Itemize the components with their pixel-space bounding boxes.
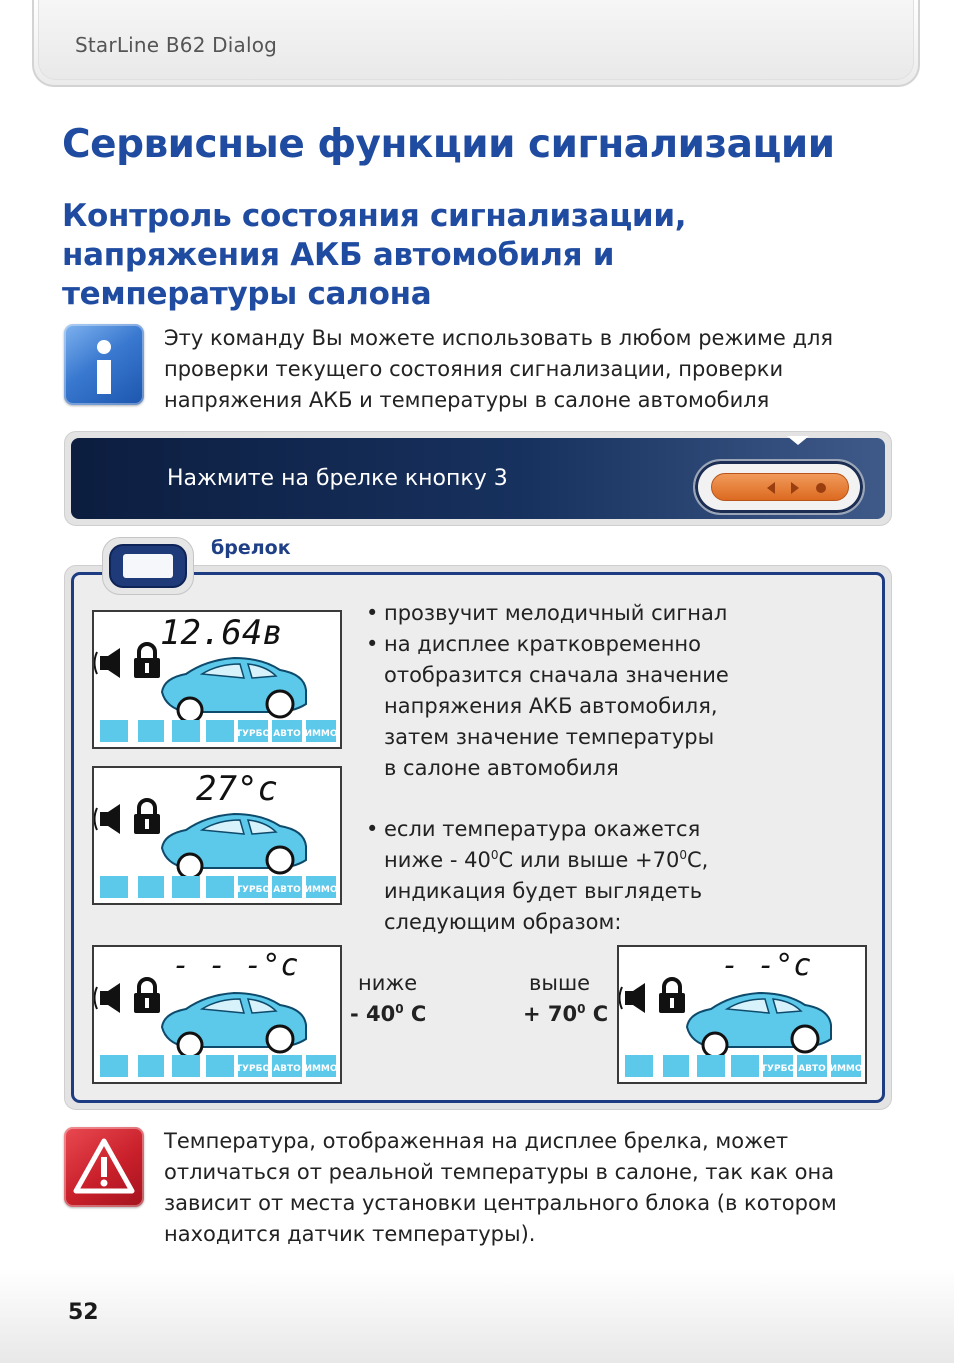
lcd-turbo-label: ТУРБО bbox=[760, 1064, 796, 1074]
lcd-screen-below-40 bbox=[92, 945, 342, 1084]
lcd-auto-label: АВТО bbox=[273, 885, 301, 895]
command-panel-inner bbox=[71, 438, 885, 519]
lcd-immo-label: ИММО bbox=[304, 885, 338, 895]
bullet-list bbox=[366, 598, 836, 938]
remote-fob-icon bbox=[102, 537, 194, 595]
bullet-line: ниже - $40^0С$ или выше $+70^0С$, bbox=[384, 848, 709, 872]
car-icon bbox=[162, 814, 306, 878]
header-inner bbox=[38, 0, 914, 80]
intro-line: напряжения АКБ и температуры в салоне автомобиля bbox=[164, 388, 770, 412]
footer-bar bbox=[0, 1268, 954, 1363]
bullet-line: индикация будет выглядеть bbox=[384, 879, 703, 903]
lcd-screen-above-70 bbox=[617, 945, 867, 1084]
lcd-immo-label: ИММО bbox=[304, 1064, 338, 1074]
bullet-line: отобразится сначала значение bbox=[384, 663, 729, 687]
siren-icon bbox=[95, 804, 121, 834]
lcd-readout: 27°c bbox=[196, 769, 278, 809]
bullet-line: в салоне автомобиля bbox=[384, 756, 619, 780]
pointer-triangle-icon bbox=[787, 436, 809, 445]
lcd-readout: - -°c bbox=[721, 948, 812, 983]
command-text: Нажмите на брелке кнопку 3 bbox=[167, 466, 508, 491]
lcd-turbo-label: ТУРБО bbox=[235, 729, 271, 739]
car-icon bbox=[162, 658, 306, 722]
lock-icon bbox=[134, 979, 160, 1013]
lcd-graphic bbox=[619, 947, 865, 1082]
temp-above-value: + $70^0$ C bbox=[523, 1002, 609, 1026]
bullet-item bbox=[366, 598, 836, 629]
car-icon bbox=[687, 993, 831, 1057]
section-title bbox=[62, 197, 862, 314]
warning-line: отличаться от реальной температуры в салоне, так как она bbox=[164, 1160, 835, 1184]
temp-below-label: ниже bbox=[358, 971, 418, 995]
warning-line: находится датчик температуры). bbox=[164, 1222, 536, 1246]
lock-icon bbox=[659, 979, 685, 1013]
lcd-immo-label: ИММО bbox=[829, 1064, 863, 1074]
bullet-line: • на дисплее кратковременно bbox=[384, 632, 701, 656]
siren-icon bbox=[95, 648, 121, 678]
temp-below-value: - $40^0$ C bbox=[350, 1002, 427, 1026]
remote-label: брелок bbox=[211, 537, 291, 559]
section-title-line: Контроль состояния сигнализации, bbox=[62, 198, 687, 234]
lcd-status-row bbox=[625, 1055, 863, 1077]
bullet-line: следующим образом: bbox=[384, 910, 622, 934]
lcd-graphic bbox=[94, 768, 340, 903]
intro-line: проверки текущего состояния сигнализации, проверки bbox=[164, 357, 784, 381]
section-title-line: напряжения АКБ автомобиля и bbox=[62, 237, 615, 273]
warning-icon bbox=[64, 1127, 144, 1207]
header-title: StarLine B62 Dialog bbox=[75, 33, 278, 57]
lcd-status-row bbox=[100, 1055, 338, 1077]
warning-text bbox=[164, 1126, 884, 1250]
section-title-line: температуры салона bbox=[62, 276, 432, 312]
lcd-graphic bbox=[94, 612, 340, 747]
intro-text bbox=[164, 323, 864, 416]
lcd-screen-temperature bbox=[92, 766, 342, 905]
bullet-line: • если температура окажется bbox=[384, 817, 701, 841]
lock-icon bbox=[134, 800, 160, 834]
bullet-line: напряжения АКБ автомобиля, bbox=[384, 694, 718, 718]
lcd-readout: 12.64в bbox=[160, 613, 283, 653]
lcd-auto-label: АВТО bbox=[273, 1064, 301, 1074]
lcd-turbo-label: ТУРБО bbox=[235, 1064, 271, 1074]
bullet-item bbox=[366, 814, 836, 938]
temp-above-label: выше bbox=[529, 971, 591, 995]
command-panel bbox=[64, 431, 892, 526]
lcd-immo-label: ИММО bbox=[304, 729, 338, 739]
fob-button-3-icon bbox=[693, 459, 865, 515]
bullet-line: • прозвучит мелодичный сигнал bbox=[384, 601, 728, 625]
header-bar bbox=[32, 0, 920, 87]
car-icon bbox=[162, 993, 306, 1057]
lcd-readout: - - -°c bbox=[172, 948, 299, 983]
lcd-screen-voltage bbox=[92, 610, 342, 749]
lcd-auto-label: АВТО bbox=[798, 1064, 826, 1074]
intro-line: Эту команду Вы можете использовать в любом режиме для bbox=[164, 326, 834, 350]
lcd-turbo-label: ТУРБО bbox=[235, 885, 271, 895]
siren-icon bbox=[620, 983, 646, 1013]
page-title: Сервисные функции сигнализации bbox=[62, 122, 835, 167]
info-icon bbox=[64, 324, 144, 405]
warning-line: зависит от места установки центрального блока (в котором bbox=[164, 1191, 837, 1215]
lock-icon bbox=[134, 644, 160, 678]
page-number: 52 bbox=[68, 1300, 99, 1325]
bullet-item bbox=[366, 629, 836, 784]
lcd-auto-label: АВТО bbox=[273, 729, 301, 739]
bullet-line: затем значение температуры bbox=[384, 725, 715, 749]
lcd-graphic bbox=[94, 947, 340, 1082]
siren-icon bbox=[95, 983, 121, 1013]
fob-orange-button-icon bbox=[711, 473, 849, 501]
warning-line: Температура, отображенная на дисплее брелка, может bbox=[164, 1129, 789, 1153]
lcd-status-row bbox=[100, 720, 338, 742]
lcd-status-row bbox=[100, 876, 338, 898]
